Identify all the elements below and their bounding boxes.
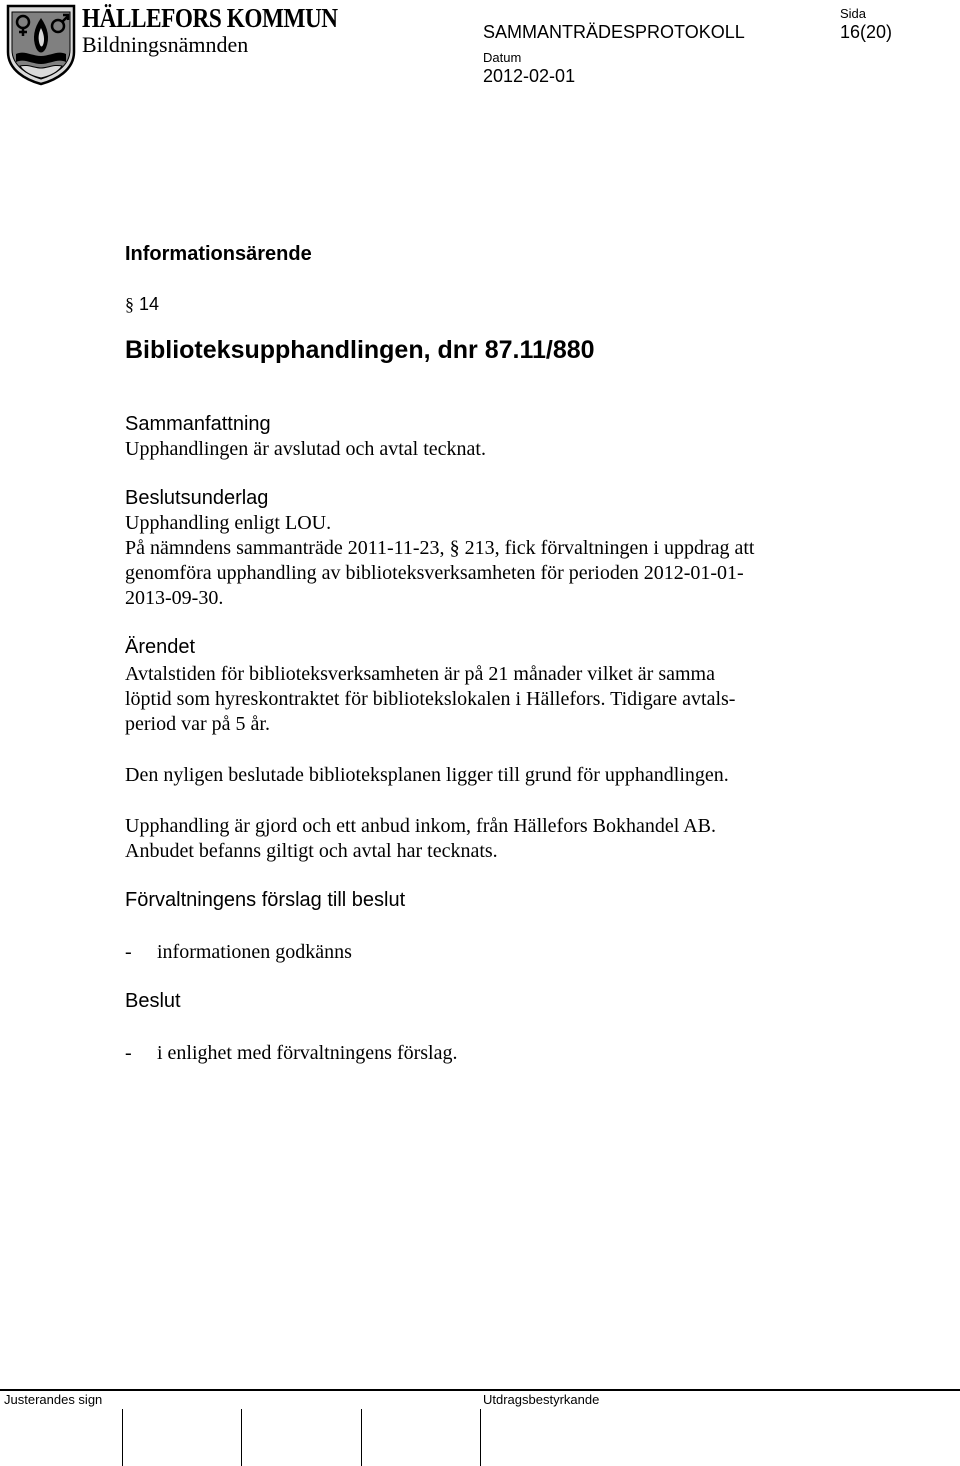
date-label: Datum — [483, 50, 522, 65]
arendet-heading: Ärendet — [125, 636, 196, 658]
footer-divider — [0, 1389, 960, 1391]
beslutsunderlag-heading: Beslutsunderlag — [125, 487, 269, 509]
arendet-paragraph-2: Den nyligen beslutade biblioteksplanen ligger till grund för upphandlingen. — [125, 764, 729, 786]
sammanfattning-heading: Sammanfattning — [125, 413, 271, 435]
municipal-coat-of-arms-icon — [6, 4, 76, 86]
arendet-paragraph-3 — [125, 814, 716, 864]
signature-box-divider — [361, 1409, 362, 1466]
beslut-list-item — [125, 1041, 457, 1066]
forslag-item-text: informationen godkänns — [157, 941, 352, 963]
signature-box-divider — [122, 1409, 123, 1466]
dash-bullet: - — [125, 941, 132, 963]
forslag-heading: Förvaltningens förslag till beslut — [125, 889, 406, 911]
beslutsunderlag-line: genomföra upphandling av biblioteksverksamheten för perioden 2012-01-01- — [125, 562, 744, 584]
date-value: 2012-02-01 — [483, 66, 576, 86]
organization-name: HÄLLEFORS KOMMUN — [82, 3, 338, 33]
page-label: Sida — [840, 6, 867, 21]
forslag-list-item — [125, 940, 352, 965]
page-title: Biblioteksupphandlingen, dnr 87.11/880 — [125, 336, 595, 364]
beslutsunderlag-line: Upphandling enligt LOU. — [125, 512, 332, 534]
beslutsunderlag-line — [125, 536, 754, 561]
beslut-heading: Beslut — [125, 990, 181, 1012]
dash-bullet: - — [125, 1042, 132, 1064]
info-heading: Informationsärende — [125, 243, 312, 265]
arendet-paragraph-1 — [125, 662, 735, 737]
utdragsbestyrkande-label: Utdragsbestyrkande — [483, 1392, 600, 1407]
justerandes-sign-label: Justerandes sign — [4, 1392, 103, 1407]
signature-box-divider — [241, 1409, 242, 1466]
department-name: Bildningsnämnden — [82, 32, 249, 57]
signature-box-divider — [480, 1409, 481, 1466]
section-number-line — [125, 294, 159, 315]
text-segment: På nämndens sammanträde 2011-11-23, — [125, 537, 450, 559]
arendet-line: Avtalstiden för biblioteksverksamheten är på 21 månader vilket är samma — [125, 663, 715, 685]
beslutsunderlag-text — [125, 511, 754, 611]
section-symbol: § — [449, 537, 460, 559]
sammanfattning-text: Upphandlingen är avslutad och avtal tecknat. — [125, 438, 486, 460]
arendet-line: Anbudet befanns giltigt och avtal har tecknats. — [125, 840, 498, 862]
beslutsunderlag-line: 2013-09-30. — [125, 587, 224, 609]
arendet-line: löptid som hyreskontraktet för bibliotekslokalen i Hällefors. Tidigare avtals- — [125, 688, 736, 710]
arendet-line: Upphandling är gjord och ett anbud inkom, från Hällefors Bokhandel AB. — [125, 815, 716, 837]
page-number: 16(20) — [840, 22, 893, 42]
document-type: SAMMANTRÄDESPROTOKOLL — [483, 22, 745, 42]
section-symbol: § — [125, 294, 134, 314]
beslut-item-text: i enlighet med förvaltningens förslag. — [157, 1042, 458, 1064]
section-number: 14 — [139, 294, 160, 314]
text-segment: 213, fick förvaltningen i uppdrag att — [459, 537, 755, 559]
arendet-line: period var på 5 år. — [125, 713, 270, 735]
